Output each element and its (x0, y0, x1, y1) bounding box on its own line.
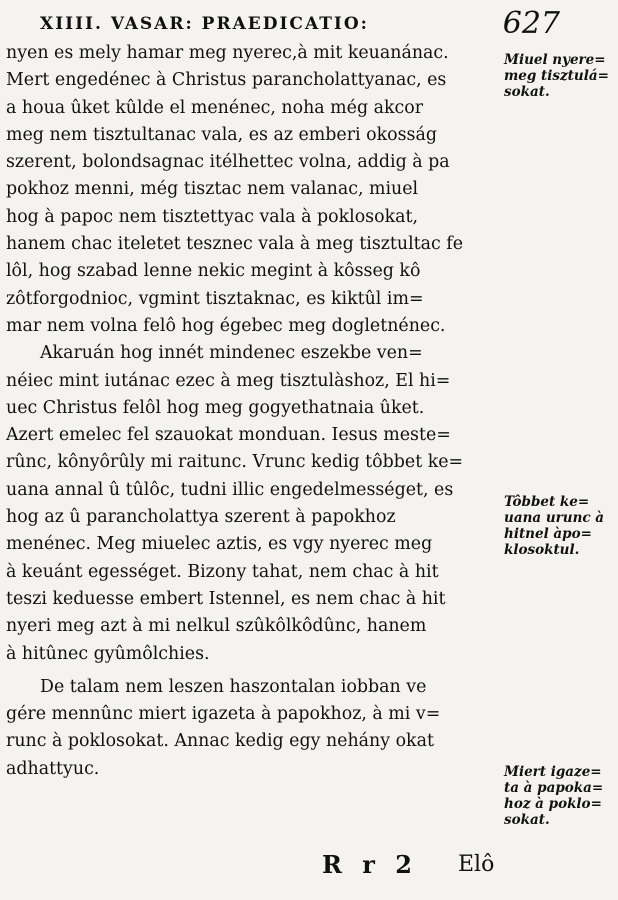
text-line: à hitûnec gyûmôlchies. (6, 643, 210, 664)
text-line: uec Christus felôl hog meg gogyethatnaia ûket. (6, 397, 425, 418)
margin-note-line: ta à papoka= (504, 780, 604, 796)
text-line: pokhoz menni, még tisztac nem valanac, miuel (6, 179, 419, 200)
margin-note-line: Tôbbet ke= (504, 494, 590, 510)
margin-note (504, 764, 614, 828)
text-line: gére mennûnc miert igazeta à papokhoz, à mi v= (6, 704, 441, 725)
text-line: nyen es mely hamar meg nyerec,à mit keuanánac. (6, 43, 449, 63)
margin-note-line: sokat. (504, 812, 550, 828)
catchword: Elô (458, 852, 495, 877)
text-line: runc à poklosokat. Annac kedig egy nehány okat (6, 731, 434, 752)
main-text (6, 40, 500, 783)
margin-note (504, 52, 614, 100)
text-line: lôl, hog szabad lenne nekic megint à kôsseg kô (6, 261, 421, 282)
margin-note-line: hitnel àpo= (504, 526, 592, 542)
text-line: uana annal û tûlôc, tudni illic engedelmességet, es (6, 479, 454, 500)
margin-note-line: sokat. (504, 84, 550, 100)
text-line: a houa ûket kûlde el menénec, noha még akcor (6, 97, 424, 118)
margin-note-line: hoz à poklo= (504, 796, 602, 812)
text-line: rûnc, kônyôrûly mi raitunc. Vrunc kedig tôbbet ke= (6, 452, 464, 473)
page-number: 627 (502, 6, 560, 41)
text-line: teszi keduesse embert Istennel, es nem chac à hit (6, 588, 446, 609)
text-line: adhattyuc. (6, 758, 100, 779)
text-line: néiec mint iutánac ezec à meg tisztulàshoz, El hi= (6, 370, 451, 391)
text-line: hog az û parancholattya szerent à papokhoz (6, 507, 396, 528)
margin-note-line: meg tisztulá= (504, 68, 609, 84)
text-line: De talam nem leszen haszontalan iobban ve (40, 676, 427, 697)
margin-note (504, 494, 614, 558)
margin-note-line: klosoktul. (504, 542, 580, 558)
text-line: mar nem volna felô hog égebec meg dogletnénec. (6, 315, 446, 336)
text-line: menénec. Meg miuelec aztis, es vgy nyerec meg (6, 534, 433, 555)
margin-note-line: Miuel nyere= (504, 52, 606, 68)
text-line: Mert engedénec à Christus parancholattyanac, es (6, 70, 447, 91)
text-line: hog à papoc nem tisztettyac vala à poklosokat, (6, 206, 419, 227)
margin-note-line: uana urunc à (504, 510, 605, 526)
text-line: meg nem tisztultanac vala, es az emberi okosság (6, 124, 437, 145)
text-line: zôtforgodnioc, vgmint tisztaknac, es kiktûl im= (6, 288, 424, 309)
running-title: XIIII. VASAR: PRAEDICATIO: (40, 14, 369, 34)
text-line: Akaruán hog innét mindenec eszekbe ven= (40, 343, 423, 364)
text-line: Azert emelec fel szauokat monduan. Iesus meste= (6, 425, 451, 446)
text-line: à keuánt egességet. Bizony tahat, nem chac à hit (6, 561, 439, 582)
margin-note-line: Miert igaze= (504, 764, 602, 780)
signature-mark: R r 2 (322, 850, 418, 879)
text-line: hanem chac iteletet tesznec vala à meg tisztultac fe (6, 234, 464, 255)
text-line: szerent, bolondsagnac itélhettec volna, addig à pa (6, 152, 450, 173)
text-line: nyeri meg azt à mi nelkul szûkôlkôdûnc, hanem (6, 616, 427, 637)
